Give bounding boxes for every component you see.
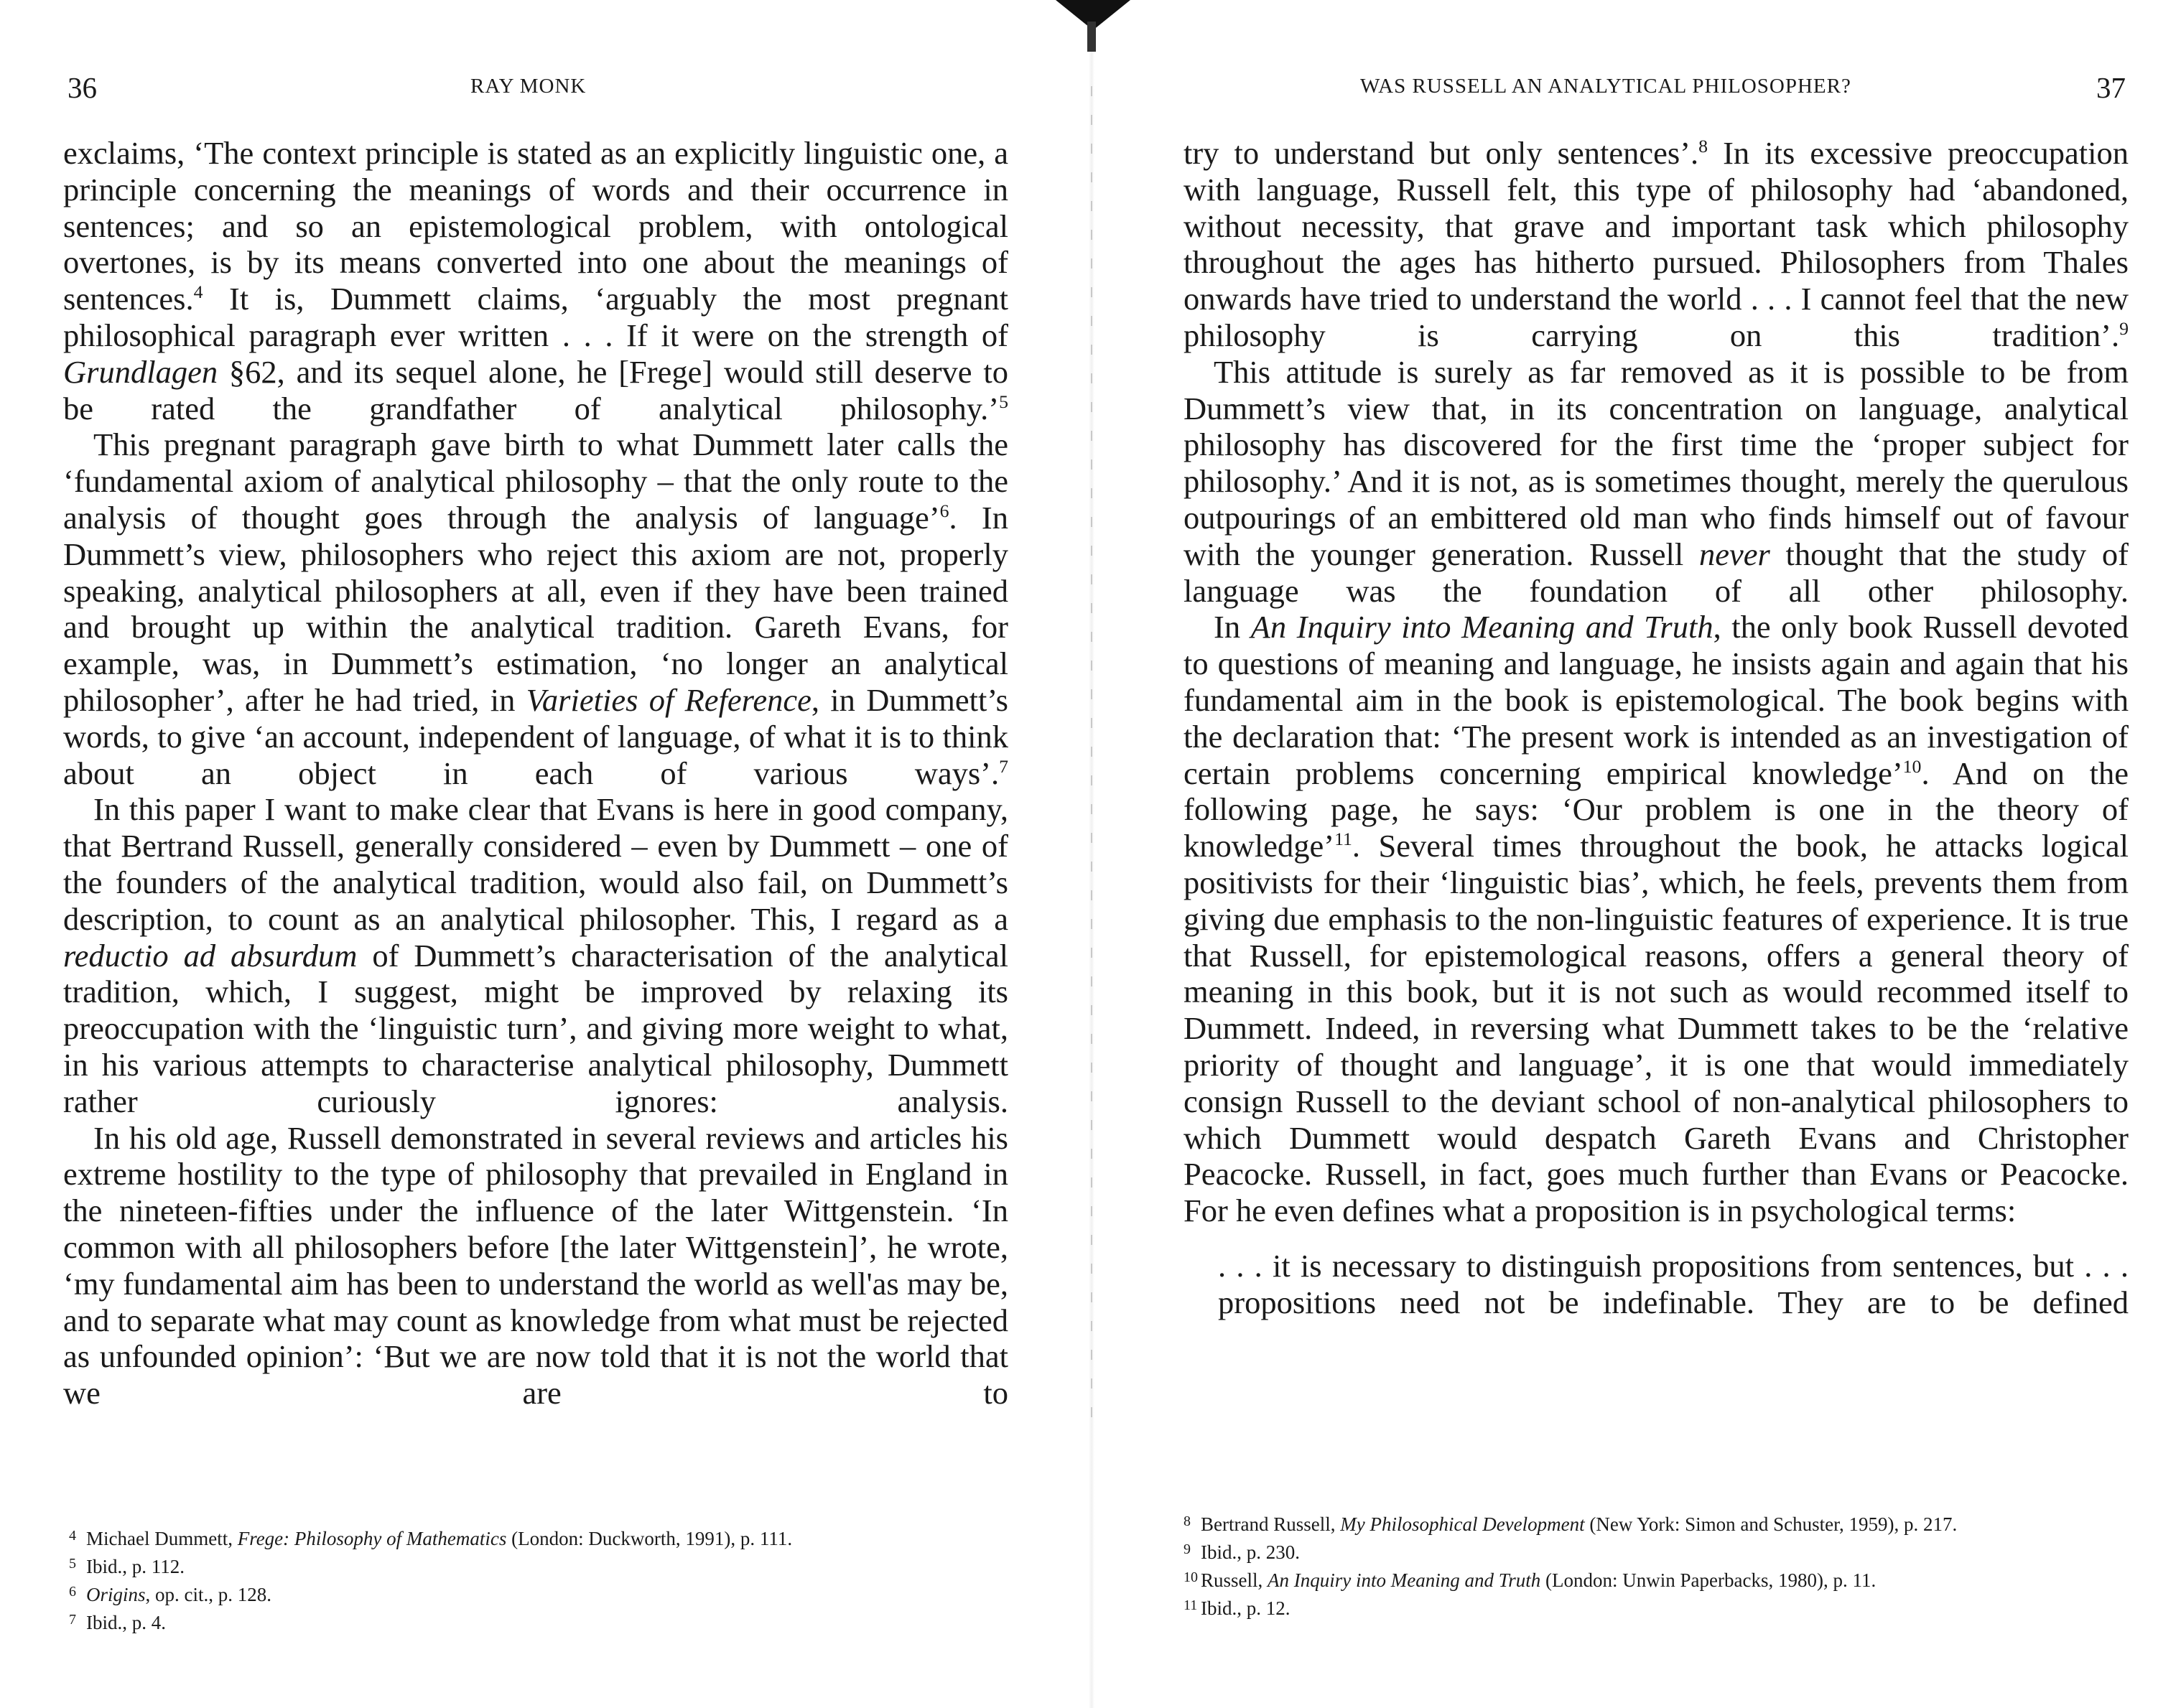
right-paragraph-3: In An Inquiry into Meaning and Truth, the only book Russell devoted to questions of meaning and language, he insists again and again that his fundamental aim in the book is epistemological. The book begins with the declaration that: ‘The present work is intended as an investigation of certain problems concerning empirical knowledge’$^{10}$. And on the following page, he says: ‘Our problem is one in the theory of knowledge’$^{11}$. Several times throughout the book, he attacks logical positivists for their ‘linguistic bias’, which, he feels, prevents them from giving due emphasis to the non-linguistic features of experience. It is true that Russell, for epistemological reasons, offers a general theory of meaning in this book, but it is not such as would recommed itself to Dummett. Indeed, in reversing what Dummett takes to be the ‘relative priority of thought and language’, it is one that would immediately consign Russell to the deviant school of non-analytical philosophers to which Dummett would despatch Gareth Evans and Christopher Peacocke. Russell, in fact, goes much further than Evans or Peacocke. For he even defines what a proposition is in psychological terms: [1183, 609, 2129, 1229]
left-page-number: 36 [68, 71, 97, 104]
footnote-4: 4 Michael Dummett, Frege: Philosophy of Mathematics (London: Duckworth, 1991), p. 111. [69, 1528, 793, 1549]
left-paragraph-1: exclaims, ‘The context principle is stated as an explicitly linguistic one, a principle concerning the meanings of words and their occurrence in sentences; and so an epistemological problem, with ontological overtones, is by its means converted into one about the meanings of sentences.$^4$ It is, Dummett claims, ‘arguably the most pregnant philosophical paragraph ever written . . . If it were on the strength of Grundlagen §62, and its sequel alone, he [Frege] would still deserve to be rated the grandfather of analytical philosophy.’$^5$ [63, 135, 1008, 426]
left-paragraph-3: In this paper I want to make clear that Evans is here in good company, that Bertrand Russell, generally considered – even by Dummett – one of the founders of the analytical tradition, would also fail, on Dummett’s description, to count as an analytical philosopher. This, I regard as a reductio ad absurdum of Dummett’s characterisation of the analytical tradition, which, I suggest, might be improved by relaxing its preoccupation with the ‘linguistic turn’, and giving more weight to what, in his various attempts to characterise analytical philosophy, Dummett rather curiously ignores: analysis. [63, 791, 1008, 1119]
footnote-ref-4[interactable]: 4 [193, 281, 203, 303]
footnote-6: 6 Origins, op. cit., p. 128. [69, 1584, 272, 1605]
footnote-9: 9 Ibid., p. 230. [1183, 1541, 1300, 1563]
left-footnotes [69, 1523, 1024, 1635]
gutter-shadow [1091, 86, 1092, 1436]
footnote-10: 10 Russell, An Inquiry into Meaning and Truth (London: Unwin Paperbacks, 1980), p. 11. [1183, 1569, 1877, 1591]
footnote-ref-9[interactable]: 9 [2119, 318, 2129, 340]
footnote-5: 5 Ibid., p. 112. [69, 1556, 185, 1577]
right-page-number: 37 [2096, 71, 2126, 104]
footnote-ref-5[interactable]: 5 [999, 391, 1008, 412]
binding-clip-stem [1087, 22, 1096, 52]
footnote-ref-7[interactable]: 7 [999, 755, 1008, 777]
left-running-head: RAY MONK [470, 75, 587, 98]
left-body-text [63, 135, 1008, 1411]
right-page [1104, 0, 2181, 1708]
footnote-ref-11[interactable]: 11 [1334, 829, 1352, 850]
left-paragraph-2: This pregnant paragraph gave birth to what Dummett later calls the ‘fundamental axiom of analytical philosophy – that the only route to the analysis of thought goes through the analysis of language’$^6$. In Dummett’s view, philosophers who reject this axiom are not, properly speaking, analytical philosophers at all, even if they have been trained and brought up within the analytical tradition. Gareth Evans, for example, was, in Dummett’s estimation, ‘no longer an analytical philosopher’, after he had tried, in Varieties of Reference, in Dummett’s words, to give ‘an account, independent of language, of what it is to think about an object in each of various ways’.$^7$ [63, 426, 1009, 791]
right-body-text [1183, 135, 2129, 1321]
footnote-ref-6[interactable]: 6 [939, 500, 949, 522]
right-paragraph-1: try to understand but only sentences’.$^8$ In its excessive preoccupation with language, Russell felt, this type of philosophy had ‘abandoned, without necessity, that grave and important task which philosophy throughout the ages has hitherto pursued. Philosophers from Thales onwards have tried to understand the world . . . I cannot feel that the new philosophy is carrying on this tradition’.$^9$ [1183, 135, 2129, 353]
left-page [0, 0, 1077, 1708]
left-paragraph-4: In his old age, Russell demonstrated in several reviews and articles his extreme hostility to the type of philosophy that prevailed in England in the nineteen-fifties under the influence of the later Wittgenstein. ‘In common with all philosophers before [the later Wittgenstein]’, he wrote, ‘my fundamental aim has been to understand the world as well'as may be, and to separate what may count as knowledge from what must be rejected as unfounded opinion’: ‘But we are now told that it is not the world that we are to [63, 1119, 1008, 1411]
footnote-7: 7 Ibid., p. 4. [69, 1612, 166, 1633]
right-paragraph-2: This attitude is surely as far removed as it is possible to be from Dummett’s view that, in its concentration on language, analytical philosophy has discovered for the first time the ‘proper subject for philosophy.’ And it is not, as is sometimes thought, merely the querulous outpourings of an embittered old man who finds himself out of favour with the younger generation. Russell never thought that the study of language was the foundation of all other philosophy. [1183, 353, 2129, 609]
right-running-head: WAS RUSSELL AN ANALYTICAL PHILOSOPHER? [1360, 75, 1851, 98]
footnote-ref-8[interactable]: 8 [1698, 136, 1708, 157]
right-footnotes [1183, 1509, 2124, 1621]
footnote-8: 8 Bertrand Russell, My Philosophical Development (New York: Simon and Schuster, 1959), p. 217. [1183, 1513, 1958, 1535]
footnote-11: 11 Ibid., p. 12. [1183, 1597, 1291, 1619]
footnote-ref-10[interactable]: 10 [1902, 755, 1922, 777]
block-quote: . . . it is necessary to distinguish propositions from sentences, but . . . propositions need not be indefinable. They are to be defined [1218, 1247, 2129, 1320]
